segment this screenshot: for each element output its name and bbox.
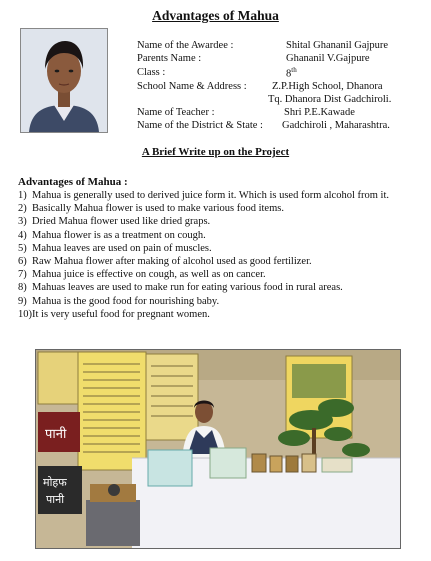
awardee-photo — [20, 28, 108, 133]
school-value-line2: Tq. Dhanora Dist Gadchiroli. — [268, 94, 392, 105]
parents-name-value: Ghananil V.Gajpure — [286, 53, 370, 64]
brief-heading: A Brief Write up on the Project — [141, 146, 290, 158]
list-item: 7) Mahua juice is effective on cough, as well as on cancer. — [18, 269, 266, 281]
sign-mahua-line1: मोहफ — [43, 476, 67, 489]
list-item: 2) Basically Mahua flower is used to make various food items. — [18, 203, 284, 215]
section-title: Advantages of Mahua : — [18, 176, 128, 188]
list-item: 4) Mahua flower is as a treatment on cough. — [18, 229, 206, 241]
list-item: 1) Mahua is generally used to derived juice form it. Which is used form alcohol from it. — [18, 190, 390, 201]
district-label: Name of the District & State : — [137, 120, 263, 131]
awardee-name-value: Shital Ghananil Gajpure — [286, 40, 389, 51]
list-item: 6) Raw Mahua flower after making of alcohol used as good fertilizer. — [18, 256, 312, 268]
sign-water: पानी — [45, 427, 67, 442]
page-title: Advantages of Mahua — [152, 8, 279, 23]
class-label: Class : — [137, 67, 166, 78]
list-item: 3) Dried Mahua flower used like dried graps. — [18, 216, 211, 228]
parents-name-label: Parents Name : — [137, 53, 202, 64]
awardee-name-label: Name of the Awardee : — [137, 40, 234, 51]
exhibition-photo — [35, 349, 401, 549]
teacher-value: Shri P.E.Kawade — [284, 107, 355, 118]
list-item: 9) Mahua is the good food for nourishing baby. — [18, 295, 220, 307]
list-item: 8) Mahuas leaves are used to make run for eating various food in rural areas. — [18, 282, 343, 294]
list-item: 5) Mahua leaves are used on pain of muscles. — [18, 242, 212, 254]
school-label: School Name & Address : — [137, 81, 247, 92]
district-value: Gadchiroli , Maharashtra. — [282, 120, 390, 131]
sign-mahua-line2: पानी — [46, 493, 65, 506]
list-item: 10) It is very useful food for pregnant women. — [18, 308, 210, 320]
class-value: 8th — [286, 66, 297, 80]
advantages-list — [18, 189, 413, 321]
school-value-line1: Z.P.High School, Dhanora — [272, 81, 383, 92]
teacher-label: Name of Teacher : — [137, 107, 215, 118]
